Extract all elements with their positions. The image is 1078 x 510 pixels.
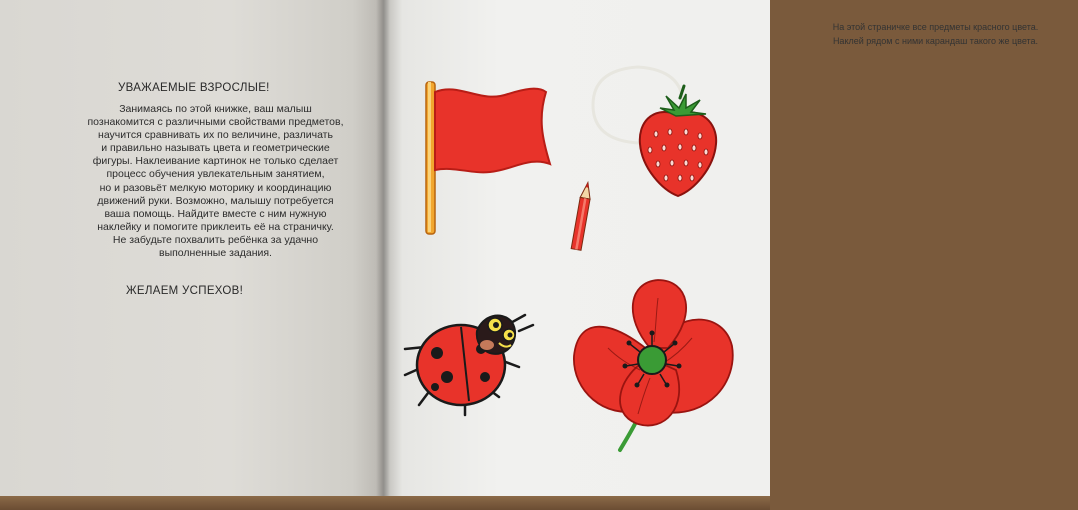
pencil-picture <box>569 178 595 254</box>
strawberry-picture <box>636 84 720 200</box>
left-page <box>0 0 383 510</box>
instruction-text: На этой страничке все предметы красного цвета. Наклей рядом с ними карандаш такого же цвета. <box>832 22 1039 46</box>
ladybug-picture <box>403 305 543 425</box>
flag-picture <box>420 78 560 238</box>
poppy-picture <box>568 278 738 453</box>
right-page <box>383 0 1039 510</box>
table-surface <box>0 496 770 510</box>
greeting-heading: УВАЖАЕМЫЕ ВЗРОСЛЫЕ! <box>118 82 270 94</box>
book-spine <box>376 0 390 510</box>
intro-text: Занимаясь по этой книжке, ваш малыш познакомится с различными свойствами предметов, научится сравнивать их по величине, различать и правильно называть цвета и геометрические фигуры. Наклеивание картинок не только сделает процесс обучения увлекательным занятием, но и разовьёт мелкую моторику и координацию движений руки. Возможно, малышу потребуется ваша помощь. Найдите вместе с ним нужную наклейку и помогите приклеить её на страничку. Не забудьте похвалить ребёнка за удачно выполненные задания. <box>87 103 344 260</box>
wishes-heading: ЖЕЛАЕМ УСПЕХОВ! <box>126 285 244 297</box>
